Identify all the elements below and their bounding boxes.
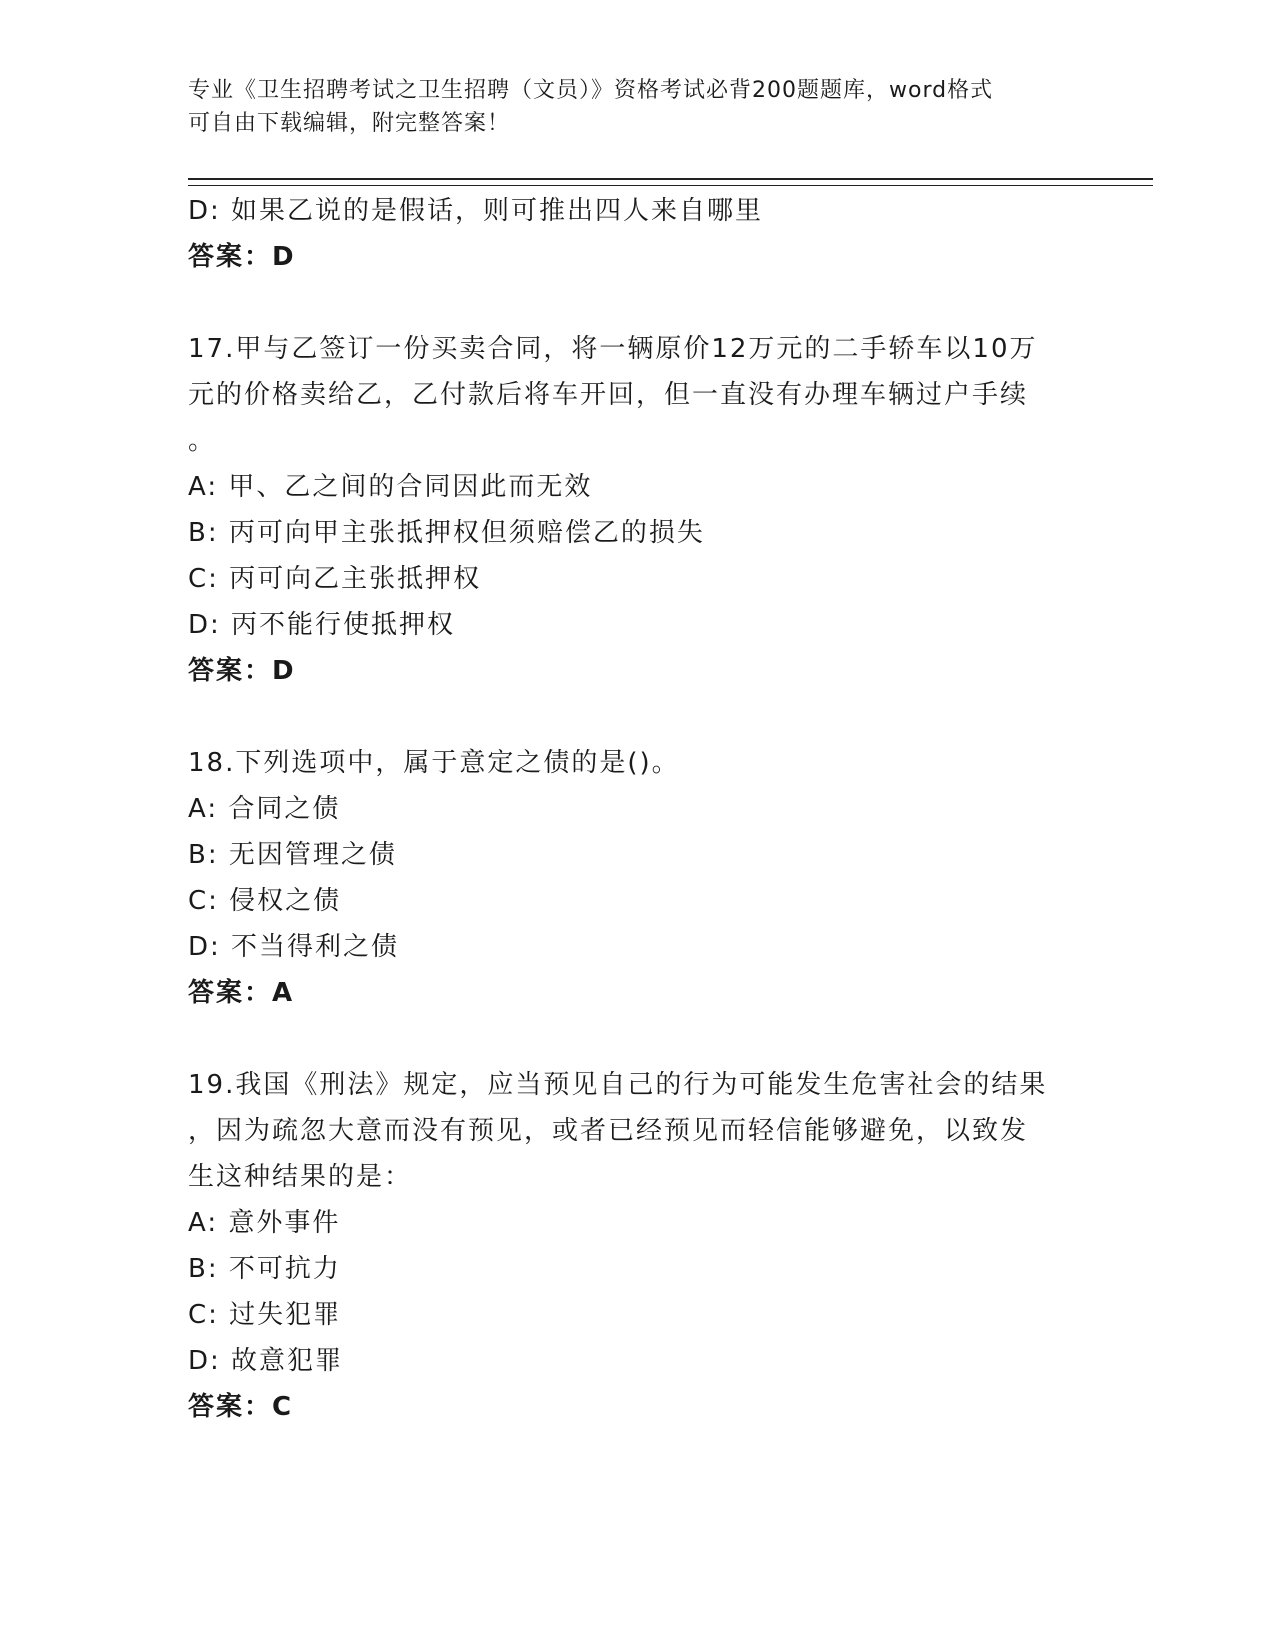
question-17 — [188, 326, 1088, 694]
carryover-block — [188, 188, 1088, 280]
question-text-line: 。 — [188, 426, 217, 456]
option-a: A: 甲、乙之间的合同因此而无效 — [188, 472, 593, 502]
question-18 — [188, 740, 1088, 1016]
spacer — [188, 1016, 1088, 1062]
option-d: D: 丙不能行使抵押权 — [188, 610, 456, 640]
question-text-line: 17.甲与乙签订一份买卖合同，将一辆原价12万元的二手轿车以10万 — [188, 334, 1038, 364]
option-b: B: 丙可向甲主张抵押权但须赔偿乙的损失 — [188, 518, 705, 548]
question-list — [188, 188, 1088, 1430]
spacer — [188, 694, 1088, 740]
question-text-line: 生这种结果的是： — [188, 1162, 413, 1192]
option-b: B: 不可抗力 — [188, 1254, 341, 1284]
question-19 — [188, 1062, 1088, 1430]
option-c: C: 丙可向乙主张抵押权 — [188, 564, 482, 594]
header-line-1: 专业《卫生招聘考试之卫生招聘（文员）》资格考试必背200题题库，word格式 — [188, 78, 994, 103]
answer-line: 答案：A — [188, 978, 295, 1008]
question-text-line: 18.下列选项中，属于意定之债的是()。 — [188, 748, 680, 778]
question-text-line: 19.我国《刑法》规定，应当预见自己的行为可能发生危害社会的结果 — [188, 1070, 1048, 1100]
option-d: D: 故意犯罪 — [188, 1346, 344, 1376]
option-c: C: 过失犯罪 — [188, 1300, 342, 1330]
answer-line: 答案：C — [188, 1392, 294, 1422]
question-text-line: ，因为疏忽大意而没有预见，或者已经预见而轻信能够避免，以致发 — [188, 1116, 1029, 1146]
option-c: C: 侵权之债 — [188, 886, 342, 916]
question-text-line: 元的价格卖给乙，乙付款后将车开回，但一直没有办理车辆过户手续 — [188, 380, 1029, 410]
option-a: A: 合同之债 — [188, 794, 341, 824]
option-d: D: 不当得利之债 — [188, 932, 400, 962]
answer-line: 答案：D — [188, 656, 296, 686]
answer-line: 答案：D — [188, 242, 296, 272]
option-b: B: 无因管理之债 — [188, 840, 397, 870]
option-d: D: 如果乙说的是假话，则可推出四人来自哪里 — [188, 196, 764, 226]
option-a: A: 意外事件 — [188, 1208, 341, 1238]
header-divider — [188, 178, 1153, 186]
document-header — [188, 74, 1088, 140]
header-line-2: 可自由下载编辑，附完整答案！ — [188, 111, 511, 136]
spacer — [188, 280, 1088, 326]
